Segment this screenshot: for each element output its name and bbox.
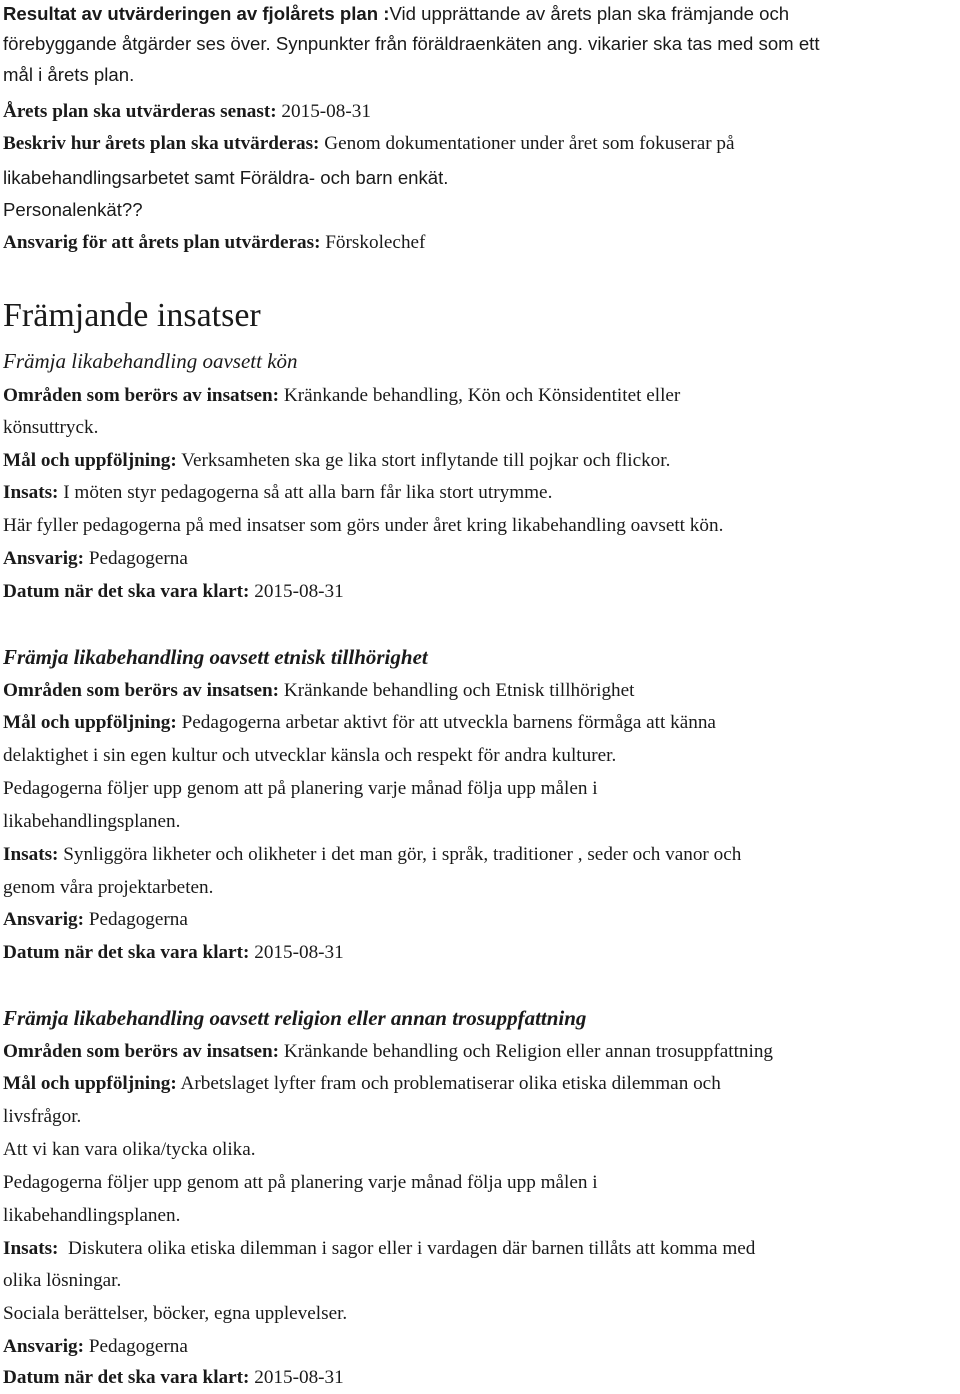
section-heading: Främjande insatser — [3, 297, 261, 334]
responsible-value: Pedagogerna — [88, 909, 188, 930]
evaluation-method-text-2: likabehandlingsarbetet samt Föräldra- och barn enkät. — [3, 167, 449, 188]
evaluation-result-text-3: mål i årets plan. — [3, 64, 135, 85]
due-date-line — [3, 1361, 344, 1394]
responsible-value: Pedagogerna — [88, 1336, 188, 1357]
evaluation-date-line — [3, 95, 371, 128]
due-date-label: Datum när det ska vara klart: — [3, 1367, 250, 1388]
areas-line — [3, 379, 680, 412]
evaluation-date-value: 2015-08-31 — [281, 101, 371, 122]
insats-text-2: olika lösningar. — [3, 1270, 122, 1291]
due-date-value: 2015-08-31 — [254, 581, 344, 602]
due-date-value: 2015-08-31 — [254, 1367, 344, 1388]
evaluation-date-label: Årets plan ska utvärderas senast: — [3, 101, 277, 122]
goal-text-4: Pedagogerna följer upp genom att på planering varje månad följa upp målen i — [3, 1172, 598, 1193]
areas-text: Kränkande behandling, Kön och Könsidentitet eller — [283, 385, 681, 406]
responsible-value: Pedagogerna — [88, 548, 188, 569]
goal-text-4: likabehandlingsplanen. — [3, 811, 181, 832]
evaluation-method-label: Beskriv hur årets plan ska utvärderas: — [3, 133, 320, 154]
goal-line — [3, 444, 670, 477]
insats-label: Insats: — [3, 844, 59, 865]
goal-text-3: Pedagogerna följer upp genom att på planering varje månad följa upp målen i — [3, 778, 598, 799]
insats-text: Synliggöra likheter och olikheter i det man gör, i språk, traditioner , seder och vanor och — [63, 844, 742, 865]
responsible-line — [3, 542, 188, 575]
insats-label: Insats: — [3, 482, 59, 503]
goal-text-2: delaktighet i sin egen kultur och utvecklar känsla och respekt för andra kulturer. — [3, 745, 617, 766]
areas-line — [3, 1035, 773, 1068]
evaluation-responsible-line — [3, 226, 425, 259]
due-date-line — [3, 575, 344, 608]
section-title: Främja likabehandling oavsett religion eller annan trosuppfattning — [3, 1006, 587, 1030]
due-date-line — [3, 936, 344, 969]
due-date-label: Datum när det ska vara klart: — [3, 942, 250, 963]
responsible-label: Ansvarig: — [3, 909, 85, 930]
goal-text: Pedagogerna arbetar aktivt för att utveckla barnens förmåga att känna — [181, 712, 716, 733]
insats-line — [3, 838, 741, 871]
insats-text-3: Sociala berättelser, böcker, egna upplevelser. — [3, 1303, 348, 1324]
areas-text-2: könsuttryck. — [3, 417, 99, 438]
goal-text: Verksamheten ska ge lika stort inflytande till pojkar och flickor. — [181, 450, 671, 471]
goal-label: Mål och uppföljning: — [3, 450, 177, 471]
evaluation-method-text-3: Personalenkät?? — [3, 199, 143, 220]
goal-label: Mål och uppföljning: — [3, 712, 177, 733]
insats-text-2: genom våra projektarbeten. — [3, 877, 214, 898]
insats-text: I möten styr pedagogerna så att alla barn får lika stort utrymme. — [63, 482, 553, 503]
section-title: Främja likabehandling oavsett kön — [3, 349, 298, 373]
due-date-value: 2015-08-31 — [254, 942, 344, 963]
evaluation-method-text: Genom dokumentationer under året som fokuserar på — [324, 133, 735, 154]
evaluation-result-text: Vid upprättande av årets plan ska främjande och — [389, 3, 790, 24]
goal-text-3: Att vi kan vara olika/tycka olika. — [3, 1139, 256, 1160]
insats-line — [3, 476, 552, 509]
evaluation-method-line — [3, 127, 735, 160]
goal-text-2: livsfrågor. — [3, 1106, 82, 1127]
goal-text-5: likabehandlingsplanen. — [3, 1205, 181, 1226]
goal-label: Mål och uppföljning: — [3, 1073, 177, 1094]
due-date-label: Datum när det ska vara klart: — [3, 581, 250, 602]
areas-label: Områden som berörs av insatsen: — [3, 680, 280, 701]
evaluation-responsible-value: Förskolechef — [325, 232, 426, 253]
evaluation-result-label: Resultat av utvärderingen av fjolårets plan : — [3, 3, 390, 24]
insats-label: Insats: — [3, 1238, 59, 1259]
responsible-label: Ansvarig: — [3, 1336, 85, 1357]
goal-line — [3, 1067, 721, 1100]
insats-text-2: Här fyller pedagogerna på med insatser som görs under året kring likabehandling oavsett kön. — [3, 515, 724, 536]
areas-label: Områden som berörs av insatsen: — [3, 385, 280, 406]
evaluation-result-line — [3, 0, 789, 30]
areas-text: Kränkande behandling och Etnisk tillhörighet — [283, 680, 635, 701]
responsible-label: Ansvarig: — [3, 548, 85, 569]
goal-line — [3, 706, 716, 739]
section-title: Främja likabehandling oavsett etnisk tillhörighet — [3, 645, 428, 669]
responsible-line — [3, 903, 188, 936]
goal-text: Arbetslaget lyfter fram och problematiserar olika etiska dilemman och — [180, 1073, 721, 1094]
areas-line — [3, 674, 635, 707]
insats-text: Diskutera olika etiska dilemman i sagor eller i vardagen där barnen tillåts att komma med — [68, 1238, 756, 1259]
areas-label: Områden som berörs av insatsen: — [3, 1041, 280, 1062]
insats-line — [3, 1232, 755, 1265]
evaluation-responsible-label: Ansvarig för att årets plan utvärderas: — [3, 232, 321, 253]
responsible-line — [3, 1330, 188, 1363]
evaluation-result-text-2: förebyggande åtgärder ses över. Synpunkter från föräldraenkäten ang. vikarier ska tas med som ett — [3, 33, 820, 54]
areas-text: Kränkande behandling och Religion eller annan trosuppfattning — [283, 1041, 774, 1062]
